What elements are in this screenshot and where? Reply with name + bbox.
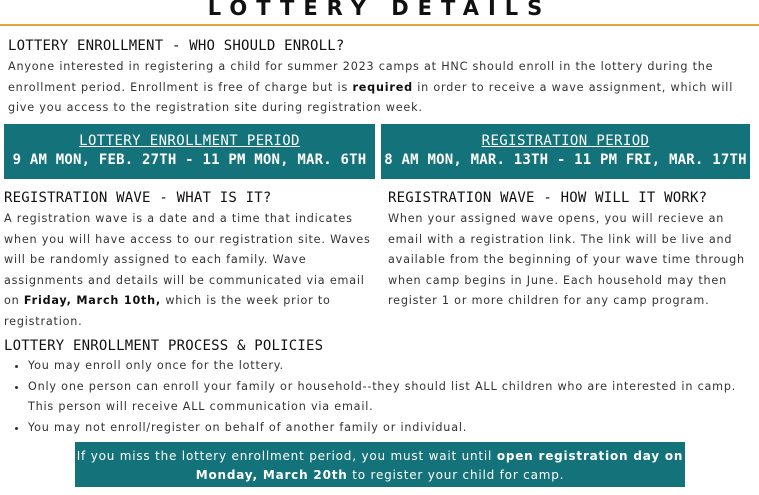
enrollment-period-banner bbox=[4, 124, 375, 179]
policies-list bbox=[8, 356, 758, 438]
enrollment-period-title: LOTTERY ENROLLMENT PERIOD bbox=[79, 133, 300, 149]
policies-heading: LOTTERY ENROLLMENT PROCESS & POLICIES bbox=[4, 338, 324, 354]
enroll-text-1: Anyone interested in registering a child for summer 2023 camps at HNC should enroll in the lottery during the enrollment period. Enrollment is free of charge but is bbox=[8, 60, 714, 94]
registration-period-banner bbox=[381, 124, 750, 179]
policy-item: • You may enroll only once for the lottery. bbox=[28, 356, 758, 377]
wave-how-paragraph: When your assigned wave opens, you will recieve an email with a registration link. The link will be live and available from the beginning of your wave time through when camp begins in June. Each household may then register 1 or more children for any camp program. bbox=[388, 212, 745, 307]
missed-enrollment-notice bbox=[75, 442, 685, 487]
enroll-text-2: in order to receive a wave assignment, which will give you access to the registration site during registration week. bbox=[8, 80, 734, 114]
registration-period-title: REGISTRATION PERIOD bbox=[481, 133, 650, 149]
registration-period-dates: 8 AM MON, MAR. 13TH - 11 PM FRI, MAR. 17TH bbox=[384, 152, 747, 168]
enrollment-period-dates: 9 AM MON, FEB. 27TH - 11 PM MON, MAR. 6TH bbox=[12, 152, 367, 168]
enroll-paragraph bbox=[8, 57, 750, 119]
wave-what-heading: REGISTRATION WAVE - WHAT IS IT? bbox=[4, 190, 272, 206]
wave-what-paragraph bbox=[4, 209, 374, 332]
enroll-text-bold: required bbox=[352, 80, 413, 94]
title-bar bbox=[0, 0, 759, 26]
page-title: LOTTERY DETAILS bbox=[207, 0, 552, 20]
wave-how-heading: REGISTRATION WAVE - HOW WILL IT WORK? bbox=[388, 190, 708, 206]
footer-text-bold: open registration day on Monday, March 20th bbox=[195, 449, 684, 482]
policy-item: • You may not enroll/register on behalf of another family or individual. bbox=[28, 418, 758, 439]
wave-what-text-1: A registration wave is a date and a time that indicates when you will have access to our registration site. Waves will be randomly assigned to each family. Wave assignments and details will be communicated via email on bbox=[4, 212, 371, 307]
footer-text-1: If you miss the lottery enrollment period, you must wait until bbox=[76, 449, 497, 463]
enroll-heading: LOTTERY ENROLLMENT - WHO SHOULD ENROLL? bbox=[8, 38, 345, 54]
wave-what-text-2: which is the week prior to registration. bbox=[4, 294, 331, 328]
footer-text-2: to register your child for camp. bbox=[347, 467, 565, 482]
wave-what-text-bold: Friday, March 10th, bbox=[23, 294, 161, 307]
policy-item: • Only one person can enroll your family or household--they should list ALL children who are interested in camp. This person will receive ALL communication via email. bbox=[28, 377, 758, 418]
